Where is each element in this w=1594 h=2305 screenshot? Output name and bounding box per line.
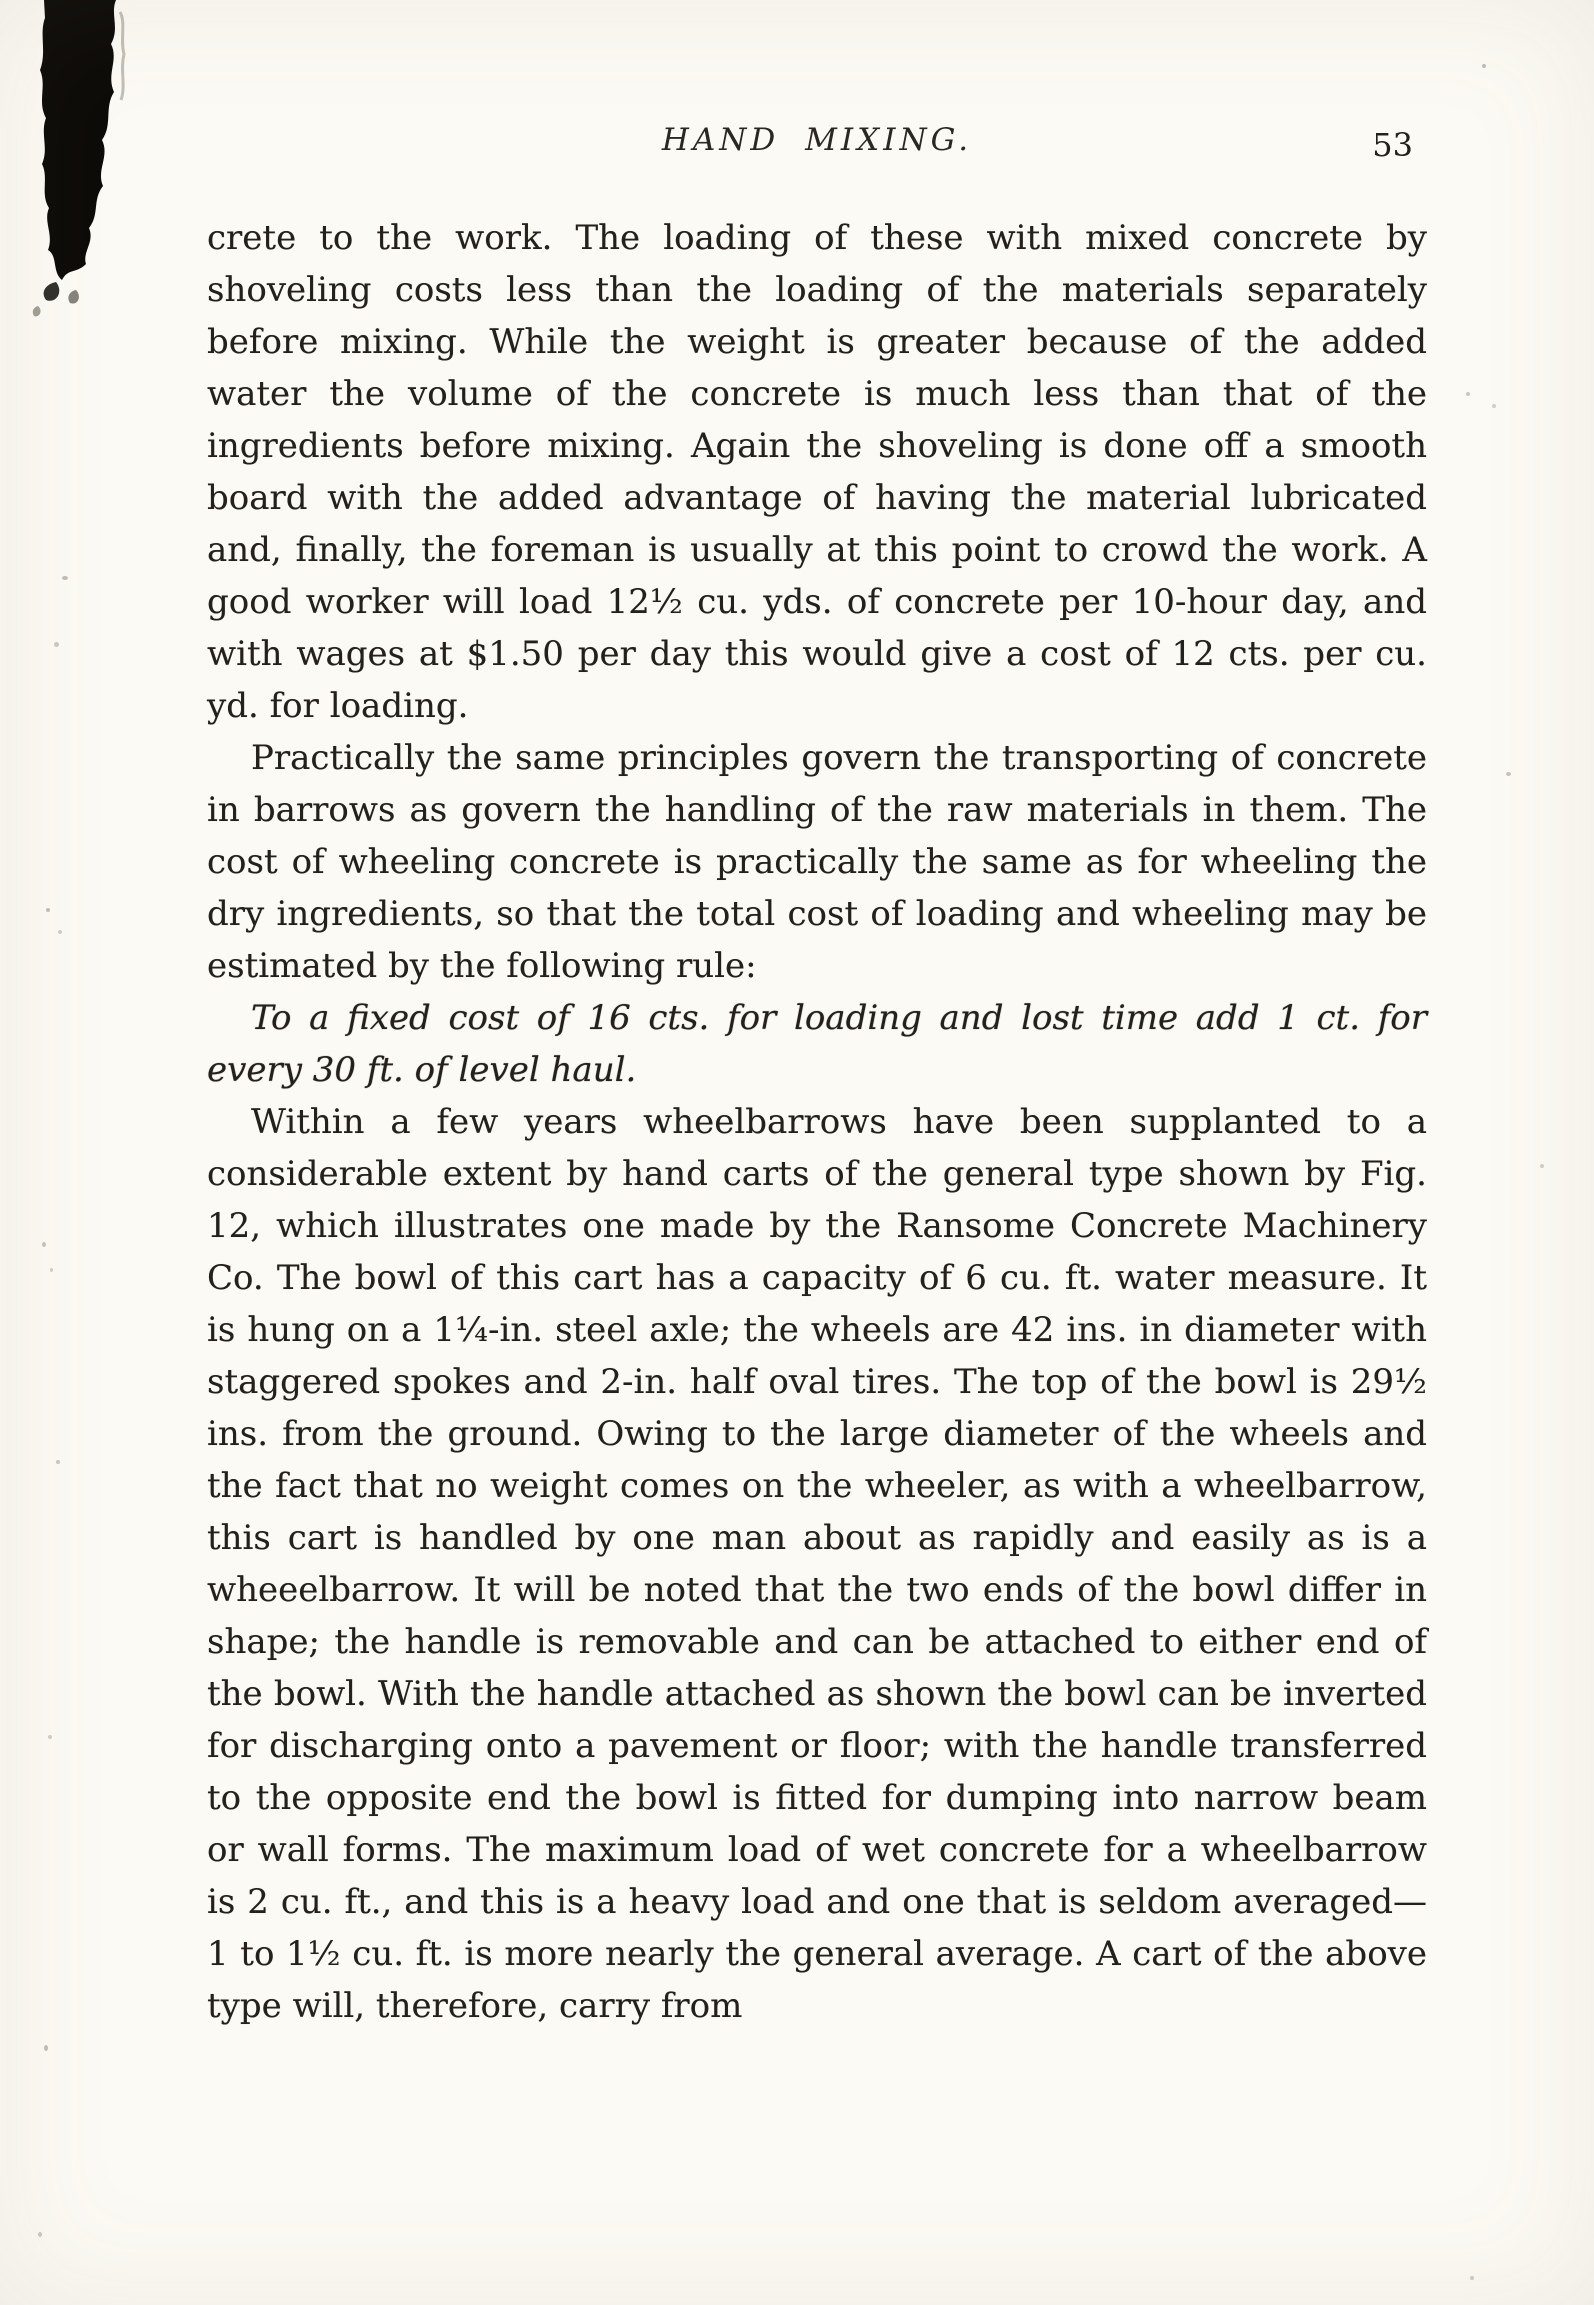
scan-speck [58, 930, 62, 934]
ink-blob-artifact [16, 0, 146, 330]
scan-speck [1506, 772, 1511, 776]
scan-speck [48, 1735, 52, 1739]
paragraph-hand-carts: Within a few years wheelbarrows have been supplanted to a considerable extent by hand carts of the general type shown by Fig. 12, which illustrates one made by the Ransome Concrete Machinery Co. The bowl of this cart has a capacity of 6 cu. ft. water measure. It is hung on a 1¼-in. steel axle; the wheels are 42 ins. in diameter with staggered spokes and 2-in. half oval tires. The top of the bowl is 29½ ins. from the ground. Owing to the large diameter of the wheels and the fact that no weight comes on the wheeler, as with a wheelbarrow, this cart is handled by one man about as rapidly and easily as is a wheeelbarrow. It will be noted that the two ends of the bowl differ in shape; the handle is removable and can be attached to either end of the bowl. With the handle attached as shown the bowl can be inverted for discharging onto a pavement or floor; with the handle transferred to the opposite end the bowl is fitted for dumping into narrow beam or wall forms. The maximum load of wet concrete for a wheelbarrow is 2 cu. ft., and this is a heavy load and one that is seldom averaged—1 to 1½ cu. ft. is more nearly the general average. A cart of the above type will, therefore, carry from [207, 1102, 1427, 2026]
paragraph-transporting: Practically the same principles govern the transporting of concrete in barrows as govern the handling of the raw materials in them. The cost of wheeling concrete is practically the same as for wheeling the dry ingredients, so that the total cost of loading and wheeling may be estimated by the following rule: [207, 738, 1427, 986]
paragraph-cost-rule: To a fixed cost of 16 cts. for loading and lost time add 1 ct. for every 30 ft. of level haul. [207, 998, 1427, 1090]
paragraph-loading-cost: crete to the work. The loading of these with mixed concrete by shoveling costs less than the loading of the materials separately before mixing. While the weight is greater because of the added water the volume of the concrete is much less than that of the ingredients before mixing. Again the shoveling is done off a smooth board with the added advantage of having the material lubricated and, finally, the foreman is usually at this point to crowd the work. A good worker will load 12½ cu. yds. of concrete per 10-hour day, and with wages at $1.50 per day this would give a cost of 12 cts. per cu. yd. for loading. [207, 218, 1427, 726]
scan-speck [44, 2045, 48, 2051]
scan-speck [1470, 2276, 1474, 2280]
text-column [207, 122, 1427, 2032]
scan-speck [56, 1460, 60, 1464]
scan-speck [54, 642, 59, 647]
scan-speck [42, 1242, 46, 1247]
scan-speck [46, 908, 50, 912]
scan-speck [1466, 392, 1470, 396]
scan-speck [1482, 64, 1486, 68]
body-text [207, 212, 1427, 2032]
scan-speck [50, 1268, 53, 1272]
page-title: HAND MIXING. [661, 122, 973, 158]
scan-speck [62, 576, 68, 580]
page-number: 53 [1372, 126, 1413, 164]
scan-speck [1492, 404, 1496, 408]
scan-speck [38, 2232, 42, 2237]
page-header [207, 122, 1427, 168]
scan-speck [1540, 1164, 1544, 1168]
